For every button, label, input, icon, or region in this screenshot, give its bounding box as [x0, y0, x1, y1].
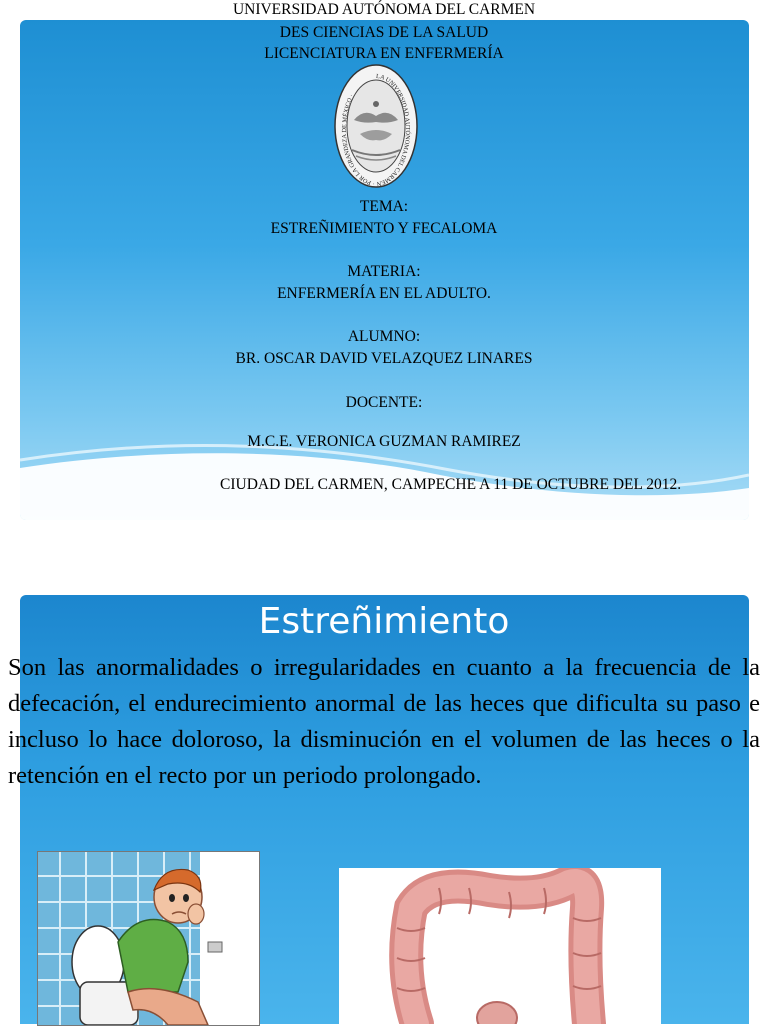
- header-university: UNIVERSIDAD AUTÓNOMA DEL CARMEN: [232, 1, 536, 18]
- tema-value: ESTREÑIMIENTO Y FECALOMA: [270, 220, 498, 237]
- header-licenciatura: LICENCIATURA EN ENFERMERÍA: [264, 45, 504, 62]
- city-date: CIUDAD DEL CARMEN, CAMPECHE A 11 DE OCTUBRE DEL 2012.: [220, 476, 682, 493]
- docente-label: DOCENTE:: [345, 394, 423, 411]
- university-seal-logo: [334, 64, 418, 188]
- tema-label: TEMA:: [359, 198, 409, 215]
- svg-text:LA UNIVERSIDAD AUTÓNOMA DEL CA: LA UNIVERSIDAD AUTÓNOMA DEL CARMEN · POR LA GRANDEZA DE MÉXICO ·: [340, 72, 411, 188]
- constipation-illustration: [37, 851, 260, 1026]
- header-des: DES CIENCIAS DE LA SALUD: [279, 24, 489, 41]
- materia-value: ENFERMERÍA EN EL ADULTO.: [277, 285, 491, 302]
- definition-paragraph: Son las anormalidades o irregularidades en cuanto a la frecuencia de la defecación, el endurecimiento anormal de las heces que dificulta su paso e incluso lo hace doloroso, la disminución en el volumen de las heces o la retención en el recto por un periodo prolongado.: [8, 654, 760, 789]
- alumno-label: ALUMNO:: [347, 328, 421, 345]
- docente-value: M.C.E. VERONICA GUZMAN RAMIREZ: [247, 433, 521, 450]
- materia-label: MATERIA:: [347, 263, 421, 280]
- alumno-value: BR. OSCAR DAVID VELAZQUEZ LINARES: [235, 350, 533, 367]
- colon-illustration: [339, 868, 661, 1024]
- slide-title: Estreñimiento: [258, 601, 510, 642]
